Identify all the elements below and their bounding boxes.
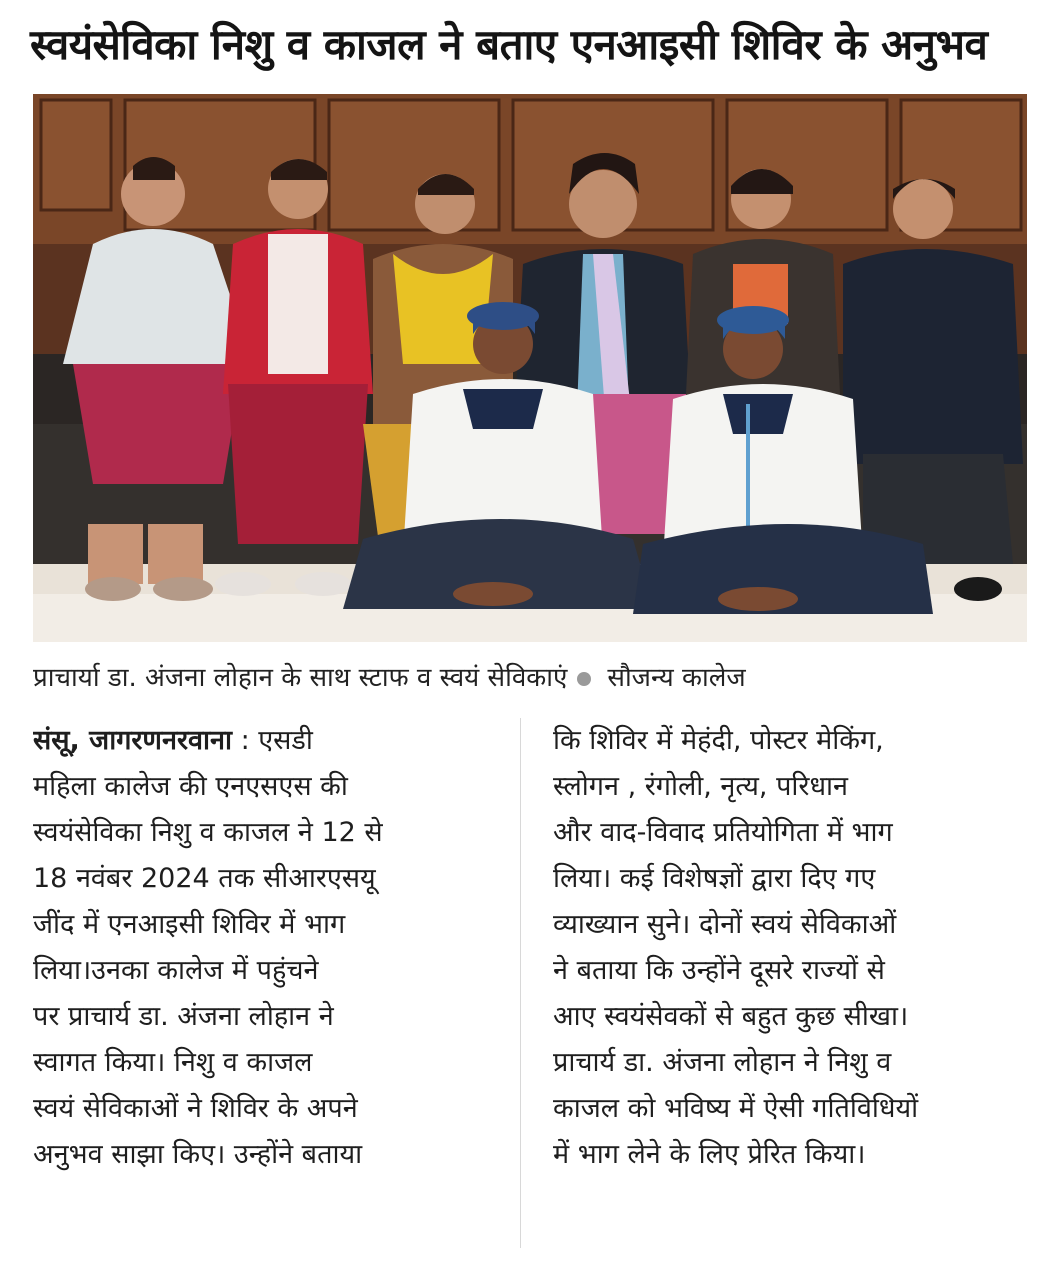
group-photo-illustration: [33, 94, 1027, 642]
article-line: पर प्राचार्य डा. अंजना लोहान ने: [33, 1001, 334, 1032]
article-line: महिला कालेज की एनएसएस की: [33, 771, 348, 802]
article-line: लिया। कई विशेषज्ञों द्वारा दिए गए: [553, 863, 876, 894]
article-line: प्राचार्य डा. अंजना लोहान ने निशु व: [553, 1047, 892, 1078]
column-divider: [520, 718, 521, 1248]
article-line: कि शिविर में मेहंदी, पोस्टर मेकिंग,: [553, 725, 884, 756]
article-line: काजल को भविष्य में ऐसी गतिविधियों: [553, 1093, 919, 1124]
article-line: संसू, जागरणनरवाना : एसडी: [33, 725, 313, 756]
photo-caption: [33, 650, 1027, 706]
article-column-right: [553, 718, 1023, 1248]
article-line: स्वयं सेविकाओं ने शिविर के अपने: [33, 1093, 358, 1124]
article-line: 18 नवंबर 2024 तक सीआरएसयू: [33, 863, 376, 894]
photo-credit: सौजन्य कालेज: [607, 663, 746, 693]
article-line: में भाग लेने के लिए प्रेरित किया।: [553, 1139, 866, 1170]
article-line: आए स्वयंसेवकों से बहुत कुछ सीखा।: [553, 1001, 909, 1032]
article-line: व्याख्यान सुने। दोनों स्वयं सेविकाओं: [553, 909, 897, 940]
bullet-dot-icon: [577, 672, 591, 686]
article-line: स्वयंसेविका निशु व काजल ने 12 से: [33, 817, 383, 848]
article-line: और वाद-विवाद प्रतियोगिता में भाग: [553, 817, 893, 848]
article-line: ने बताया कि उन्होंने दूसरे राज्यों से: [553, 955, 885, 986]
caption-text: प्राचार्या डा. अंजना लोहान के साथ स्टाफ व स्वयं सेविकाएं: [33, 663, 568, 693]
headline: स्वयंसेविका निशु व काजल ने बताए एनआइसी शिविर के अनुभव: [30, 20, 988, 69]
article-line: अनुभव साझा किए। उन्होंने बताया: [33, 1139, 363, 1170]
article-line: लिया।उनका कालेज में पहुंचने: [33, 955, 319, 986]
news-photo: [33, 94, 1027, 642]
article-column-left: [33, 718, 503, 1248]
article-line: जींद में एनआइसी शिविर में भाग: [33, 909, 346, 940]
dateline: संसू, जागरणनरवाना: [33, 725, 232, 756]
article-line: स्लोगन , रंगोली, नृत्य, परिधान: [553, 771, 849, 802]
article-line: स्वागत किया। निशु व काजल: [33, 1047, 313, 1078]
